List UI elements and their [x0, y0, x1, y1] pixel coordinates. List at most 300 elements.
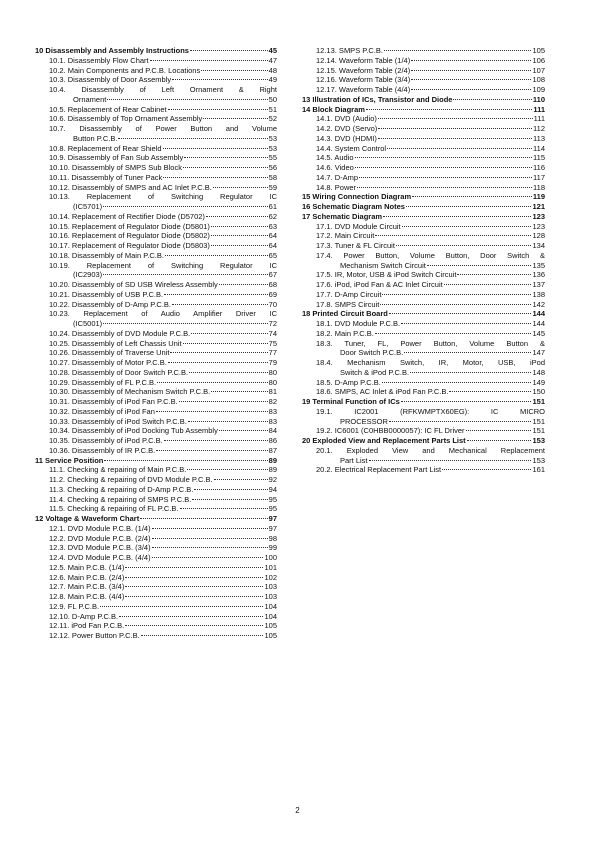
toc-entry-title: 18 Printed Circuit Board: [302, 309, 388, 319]
toc-entry-title: 12.4. DVD Module P.C.B. (4/4): [49, 553, 151, 562]
toc-page-number: 110: [532, 94, 545, 104]
dot-leader: [152, 538, 268, 539]
toc-entry[interactable]: [35, 621, 277, 631]
toc-section-heading[interactable]: [302, 309, 545, 319]
toc-page-number: 151: [532, 397, 545, 406]
toc-entry[interactable]: [35, 212, 277, 222]
toc-page-number: 58: [268, 172, 277, 182]
toc-entry-title: 12.10. D-Amp P.C.B.: [49, 611, 119, 621]
dot-leader: [125, 577, 263, 578]
toc-entry-title: 10.29. Disassembly of FL P.C.B.: [49, 377, 157, 387]
dot-leader: [107, 99, 267, 100]
dot-leader: [378, 138, 532, 139]
toc-entry-title: 12.8. Main P.C.B. (4/4): [49, 592, 125, 601]
toc-entry[interactable]: [35, 163, 277, 173]
toc-page-number: 48: [268, 65, 277, 75]
toc-page-number: 144: [532, 309, 545, 319]
toc-entry[interactable]: [35, 66, 277, 76]
toc-entry[interactable]: [35, 329, 277, 339]
toc-entry-title: 12.14. Waveform Table (1/4): [316, 55, 411, 65]
toc-page-number: 59: [268, 182, 277, 192]
toc-entry[interactable]: [35, 153, 277, 163]
toc-page-number: 107: [532, 65, 545, 75]
toc-entry[interactable]: [302, 231, 545, 241]
toc-entry-title: 10.30. Disassembly of Mechanism Switch P.C.B.: [49, 387, 211, 397]
toc-entry[interactable]: [302, 46, 545, 56]
dot-leader: [211, 235, 268, 236]
dot-leader: [189, 372, 268, 373]
toc-page-number: 67: [268, 270, 277, 280]
toc-entry[interactable]: [35, 495, 277, 505]
dot-leader: [165, 255, 268, 256]
toc-page-number: 108: [532, 75, 545, 85]
toc-entry[interactable]: [35, 563, 277, 573]
toc-page-number: 55: [268, 153, 277, 163]
toc-page-number: 77: [268, 348, 277, 358]
dot-leader: [104, 460, 267, 461]
toc-page-number: 86: [268, 436, 277, 445]
dot-leader: [152, 547, 268, 548]
dot-leader: [125, 596, 263, 597]
dot-leader: [188, 421, 268, 422]
toc-entry-title: 10 Disassembly and Assembly Instructions: [35, 46, 189, 55]
toc-entry-title: 17.3. Tuner & FL Circuit: [316, 241, 395, 250]
dot-leader: [382, 294, 531, 295]
toc-entry[interactable]: [302, 163, 545, 173]
toc-entry-title: 12.11. iPod Fan P.C.B.: [49, 621, 125, 631]
toc-entry[interactable]: [35, 524, 277, 534]
toc-entry[interactable]: [35, 358, 277, 368]
toc-entry-title-line: 18.3. Tuner, FL, Power Button, Volume Button &: [316, 338, 545, 348]
toc-page-number: 148: [532, 367, 545, 377]
toc-entry-title: 13 Illustration of ICs, Transistor and Diode: [302, 94, 453, 104]
toc-entry-title: 11.5. Checking & repairing of FL P.C.B.: [49, 504, 179, 514]
dot-leader: [211, 226, 268, 227]
toc-entry[interactable]: [302, 251, 545, 271]
toc-entry[interactable]: [35, 436, 277, 446]
toc-page-number: 114: [533, 143, 545, 153]
toc-entry-title: 17.6. iPod, iPod Fan & AC Inlet Circuit: [316, 280, 443, 289]
toc-entry[interactable]: [35, 407, 277, 417]
toc-entry-title: 18.6. SMPS, AC Inlet & iPod Fan P.C.B.: [316, 387, 449, 397]
toc-entry[interactable]: [35, 309, 277, 329]
toc-page-number: 64: [268, 241, 277, 250]
toc-page-number: 111: [533, 114, 545, 124]
toc-section-heading[interactable]: [302, 397, 545, 407]
toc-entry-title: 12.13. SMPS P.C.B.: [316, 46, 383, 55]
toc-entry-title: 17.8. SMPS Circuit: [316, 299, 380, 309]
toc-entry-title: 19 Terminal Function of ICs: [302, 397, 400, 406]
toc-entry[interactable]: [35, 573, 277, 583]
toc-entry[interactable]: [302, 270, 545, 280]
toc-entry-title: 18.2. Main P.C.B.: [316, 328, 374, 338]
dot-leader: [192, 499, 267, 500]
toc-entry-title: 14.6. Video: [316, 163, 354, 172]
toc-entry[interactable]: [302, 222, 545, 232]
toc-page-number: 99: [268, 543, 277, 553]
toc-entry[interactable]: [35, 592, 277, 602]
toc-page-number: 104: [264, 611, 277, 621]
toc-entry[interactable]: [302, 75, 545, 85]
toc-entry[interactable]: [302, 446, 545, 466]
toc-entry-title: (IC5701): [73, 202, 103, 211]
toc-page-number: 112: [533, 124, 545, 133]
toc-page-number: 105: [264, 621, 277, 631]
toc-entry-title: Mechanism Switch Circuit: [340, 260, 426, 270]
toc-entry[interactable]: [302, 153, 545, 163]
toc-entry[interactable]: [302, 85, 545, 95]
toc-page-number: 144: [532, 319, 545, 328]
toc-page-number: 50: [268, 94, 277, 104]
toc-entry-title: 10.36. Disassembly of IR P.C.B.: [49, 445, 156, 455]
toc-section-heading[interactable]: [302, 192, 545, 202]
toc-entry-title: 10.16. Replacement of Regulator Diode (D5802): [49, 231, 210, 241]
toc-entry[interactable]: [35, 241, 277, 251]
toc-section-heading[interactable]: [302, 105, 545, 115]
toc-page-number: 113: [533, 133, 545, 143]
toc-entry-title: 10.25. Disassembly of Left Chassis Unit: [49, 338, 182, 348]
dot-leader: [190, 50, 268, 51]
toc-entry[interactable]: [302, 407, 545, 427]
toc-entry[interactable]: [35, 231, 277, 241]
toc-entry[interactable]: [35, 105, 277, 115]
toc-entry[interactable]: [302, 426, 545, 436]
dot-leader: [357, 187, 532, 188]
dot-leader: [401, 401, 532, 402]
toc-entry[interactable]: [35, 631, 277, 641]
toc-right-column: [302, 46, 545, 475]
toc-page-number: 53: [268, 133, 277, 143]
toc-page-number: 89: [268, 455, 277, 465]
dot-leader: [355, 167, 532, 168]
dot-leader: [194, 489, 267, 490]
dot-leader: [103, 274, 267, 275]
dot-leader: [219, 430, 268, 431]
toc-entry-title: 18.5. D-Amp P.C.B.: [316, 377, 381, 387]
dot-leader: [402, 226, 532, 227]
dot-leader: [444, 284, 532, 285]
toc-entry-title: 10.8. Replacement of Rear Shield: [49, 143, 162, 153]
dot-leader: [141, 635, 264, 636]
toc-entry-title: 12.17. Waveform Table (4/4): [316, 85, 411, 94]
dot-leader: [389, 313, 532, 314]
dot-leader: [383, 216, 531, 217]
dot-leader: [206, 216, 268, 217]
toc-page-number: 123: [532, 211, 545, 221]
toc-entry[interactable]: [35, 378, 277, 388]
dot-leader: [406, 206, 532, 207]
dot-leader: [404, 352, 531, 353]
toc-entry-title-line: 18.4. Mechanism Switch, IR, Motor, USB, iPod: [316, 358, 545, 367]
toc-page-number: 137: [532, 280, 545, 289]
dot-leader: [183, 167, 268, 168]
toc-entry[interactable]: [35, 251, 277, 261]
toc-entry[interactable]: [35, 485, 277, 495]
toc-entry-title: 12.1. DVD Module P.C.B. (1/4): [49, 523, 151, 533]
toc-entry[interactable]: [35, 553, 277, 563]
dot-leader: [378, 118, 533, 119]
toc-entry[interactable]: [302, 56, 545, 66]
toc-page-number: 151: [532, 416, 545, 426]
toc-entry[interactable]: [35, 56, 277, 66]
toc-entry-title: 11.2. Checking & repairing of DVD Module P.C.B.: [49, 475, 213, 484]
toc-entry-title: 10.6. Disassembly of Top Ornament Assembly: [49, 114, 203, 124]
toc-entry[interactable]: [35, 300, 277, 310]
toc-entry-title: 17.1. DVD Module Circuit: [316, 221, 401, 231]
toc-entry-title: 20 Exploded View and Replacement Parts List: [302, 436, 466, 445]
toc-entry[interactable]: [302, 319, 545, 329]
toc-entry-title: 10.11. Disassembly of Tuner Pack: [49, 172, 163, 182]
toc-page-number: 80: [268, 367, 277, 377]
dot-leader: [384, 50, 532, 51]
toc-page-number: 150: [532, 387, 545, 397]
toc-entry-title: 10.9. Disassembly of Fan Sub Assembly: [49, 153, 184, 163]
toc-entry[interactable]: [302, 241, 545, 251]
toc-entry-title: 10.2. Main Components and P.C.B. Locations: [49, 65, 201, 75]
toc-entry-title-line: 10.19. Replacement of Switching Regulator IC: [49, 260, 277, 270]
dot-leader: [180, 508, 268, 509]
toc-page-number: 153: [532, 455, 545, 465]
toc-page-number: 151: [532, 426, 545, 436]
toc-entry[interactable]: [35, 417, 277, 427]
dot-leader: [389, 421, 532, 422]
toc-page-number: 75: [268, 338, 277, 348]
toc-entry[interactable]: [302, 290, 545, 300]
dot-leader: [401, 323, 531, 324]
toc-entry[interactable]: [35, 348, 277, 358]
toc-page-number: 95: [268, 504, 277, 514]
dot-leader: [187, 469, 267, 470]
toc-entry[interactable]: [35, 368, 277, 378]
toc-page-number: 51: [268, 104, 277, 114]
toc-page-number: 95: [268, 494, 277, 504]
dot-leader: [411, 79, 531, 80]
dot-leader: [214, 479, 268, 480]
toc-entry-title-line: 10.7. Disassembly of Power Button and Volume: [49, 124, 277, 133]
toc-entry-title: 10.28. Disassembly of Door Switch P.C.B.: [49, 367, 189, 377]
toc-entry-title: 10.34. Disassembly of iPod Docking Tub Assembly: [49, 426, 218, 436]
toc-page-number: 83: [268, 416, 277, 426]
toc-entry-title: 10.35. Disassembly of iPod P.C.B.: [49, 436, 163, 445]
toc-page-number: 134: [532, 241, 545, 250]
toc-section-heading[interactable]: [35, 514, 277, 524]
toc-page-number: 103: [264, 592, 277, 601]
toc-entry[interactable]: [35, 534, 277, 544]
toc-page-number: 100: [264, 553, 277, 562]
toc-page-number: 74: [268, 328, 277, 338]
toc-entry[interactable]: [302, 358, 545, 378]
toc-entry[interactable]: [35, 397, 277, 407]
toc-entry[interactable]: [35, 144, 277, 154]
toc-entry[interactable]: [35, 465, 277, 475]
dot-leader: [467, 440, 532, 441]
toc-entry[interactable]: [302, 173, 545, 183]
toc-entry-title: 11.1. Checking & repairing of Main P.C.B.: [49, 465, 187, 475]
toc-entry-title: 12.2. DVD Module P.C.B. (2/4): [49, 533, 151, 543]
dot-leader: [119, 616, 263, 617]
toc-entry[interactable]: [35, 446, 277, 456]
toc-entry[interactable]: [302, 144, 545, 154]
toc-section-heading[interactable]: [302, 436, 545, 446]
toc-entry[interactable]: [35, 387, 277, 397]
toc-page-number: 97: [268, 514, 277, 523]
toc-entry-title: 10.24. Disassembly of DVD Module P.C.B.: [49, 328, 191, 338]
dot-leader: [466, 430, 532, 431]
toc-page-number: 63: [268, 221, 277, 231]
toc-page-number: 105: [532, 46, 545, 55]
toc-section-heading[interactable]: [35, 456, 277, 466]
toc-section-heading[interactable]: [302, 95, 545, 105]
toc-entry[interactable]: [35, 339, 277, 349]
toc-entry[interactable]: [35, 173, 277, 183]
dot-leader: [150, 60, 268, 61]
dot-leader: [411, 70, 531, 71]
toc-entry[interactable]: [35, 475, 277, 485]
toc-entry[interactable]: [35, 582, 277, 592]
toc-entry[interactable]: [302, 66, 545, 76]
toc-entry[interactable]: [35, 543, 277, 553]
dot-leader: [118, 138, 267, 139]
toc-page-number: 128: [532, 231, 545, 241]
toc-entry-title: 17.7. D-Amp Circuit: [316, 289, 382, 299]
toc-page-number: 56: [268, 163, 277, 172]
toc-entry-title: Ornament: [73, 94, 107, 104]
toc-entry-title: 12.15. Waveform Table (2/4): [316, 65, 411, 75]
toc-page-number: 153: [532, 436, 545, 445]
dot-leader: [164, 294, 268, 295]
dot-leader: [156, 450, 267, 451]
toc-entry[interactable]: [35, 75, 277, 85]
toc-entry[interactable]: [302, 183, 545, 193]
toc-page-number: 136: [532, 270, 545, 280]
toc-section-heading[interactable]: [302, 202, 545, 212]
toc-page-number: 142: [532, 299, 545, 309]
toc-entry[interactable]: [302, 300, 545, 310]
dot-leader: [191, 333, 267, 334]
dot-leader: [396, 245, 532, 246]
toc-entry[interactable]: [35, 602, 277, 612]
toc-entry[interactable]: [35, 183, 277, 193]
toc-page-number: 68: [268, 280, 277, 289]
toc-entry[interactable]: [302, 378, 545, 388]
toc-entry[interactable]: [302, 134, 545, 144]
toc-entry-title: 14.4. System Control: [316, 143, 387, 153]
toc-section-heading[interactable]: [302, 212, 545, 222]
toc-page-number: 49: [268, 75, 277, 85]
toc-entry[interactable]: [35, 114, 277, 124]
toc-entry-title: Door Switch P.C.B.: [340, 348, 404, 358]
toc-page-number: 82: [268, 397, 277, 406]
toc-entry-title: 10.5. Replacement of Rear Cabinet: [49, 104, 167, 114]
toc-left-column: [35, 46, 277, 641]
toc-entry-title: 17 Schematic Diagram: [302, 211, 383, 221]
toc-entry-title: 18.1. DVD Module P.C.B.: [316, 319, 401, 328]
toc-page-number: 83: [268, 406, 277, 416]
toc-entry-title: Switch & iPod P.C.B.: [340, 367, 410, 377]
toc-page-number: 102: [264, 572, 277, 582]
toc-entry[interactable]: [35, 280, 277, 290]
dot-leader: [375, 333, 532, 334]
toc-entry-title: 20.2. Electrical Replacement Part List: [316, 465, 442, 475]
toc-page-number: 84: [268, 426, 277, 436]
toc-entry-title: 10.27. Disassembly of Motor P.C.B.: [49, 358, 167, 367]
toc-entry[interactable]: [35, 124, 277, 144]
toc-entry[interactable]: [35, 261, 277, 281]
dot-leader: [355, 157, 532, 158]
toc-entry-title-line: 17.4. Power Button, Volume Button, Door Switch &: [316, 250, 545, 260]
toc-page-number: 104: [264, 601, 277, 611]
toc-entry-title: 12.6. Main P.C.B. (2/4): [49, 572, 125, 582]
toc-entry[interactable]: [35, 504, 277, 514]
toc-page-number: 145: [532, 328, 545, 338]
toc-section-heading[interactable]: [35, 46, 277, 56]
toc-entry-title: 10.32. Disassembly of iPod Fan: [49, 406, 155, 416]
toc-entry-title: 10.10. Disassembly of SMPS Sub Block: [49, 163, 182, 172]
dot-leader: [125, 567, 263, 568]
toc-entry[interactable]: [35, 192, 277, 212]
dot-leader: [125, 586, 263, 587]
toc-page-number: 105: [264, 631, 277, 640]
toc-entry-title: 11.4. Checking & repairing of SMPS P.C.B.: [49, 494, 192, 504]
dot-leader: [219, 284, 268, 285]
toc-entry[interactable]: [35, 426, 277, 436]
dot-leader: [179, 401, 268, 402]
toc-entry[interactable]: [302, 280, 545, 290]
dot-leader: [184, 157, 267, 158]
toc-page-number: 98: [268, 533, 277, 543]
dot-leader: [203, 118, 267, 119]
toc-entry-title: (IC2903): [73, 270, 103, 280]
toc-entry-title: 10.14. Replacement of Rectifier Diode (D5702): [49, 211, 205, 221]
toc-page-number: 64: [268, 231, 277, 241]
toc-entry[interactable]: [302, 339, 545, 359]
toc-entry[interactable]: [35, 612, 277, 622]
toc-page-number: 53: [268, 143, 277, 153]
toc-entry-title: 14.2. DVD (Servo): [316, 124, 378, 133]
toc-entry-title: (IC5001): [73, 319, 103, 328]
toc-page-number: 97: [268, 523, 277, 533]
dot-leader: [156, 411, 268, 412]
dot-leader: [172, 79, 268, 80]
toc-entry[interactable]: [302, 124, 545, 134]
toc-entry-title: 10.3. Disassembly of Door Assembly: [49, 75, 172, 85]
toc-entry-title: 10.21. Disassembly of USB P.C.B.: [49, 289, 164, 299]
dot-leader: [103, 323, 267, 324]
page-number: 2: [295, 806, 300, 815]
toc-entry[interactable]: [302, 465, 545, 475]
toc-entry[interactable]: [35, 290, 277, 300]
dot-leader: [369, 460, 532, 461]
toc-entry-title: 14.8. Power: [316, 182, 357, 192]
toc-page-number: 109: [532, 85, 545, 94]
toc-entry[interactable]: [35, 85, 277, 105]
toc-entry[interactable]: [302, 329, 545, 339]
toc-page-number: 79: [268, 358, 277, 367]
toc-entry-title: 15 Wiring Connection Diagram: [302, 192, 412, 202]
toc-entry-title: 10.33. Disassembly of iPod Switch P.C.B.: [49, 416, 187, 426]
toc-entry[interactable]: [302, 114, 545, 124]
toc-entry[interactable]: [35, 222, 277, 232]
toc-page-number: 87: [268, 445, 277, 455]
dot-leader: [157, 382, 268, 383]
toc-entry-title: Part List: [340, 455, 368, 465]
dot-leader: [427, 265, 532, 266]
dot-leader: [140, 518, 267, 519]
toc-page-number: 80: [268, 377, 277, 387]
toc-entry[interactable]: [302, 387, 545, 397]
toc-page-number: 45: [268, 46, 277, 55]
toc-page-number: 116: [533, 163, 545, 172]
